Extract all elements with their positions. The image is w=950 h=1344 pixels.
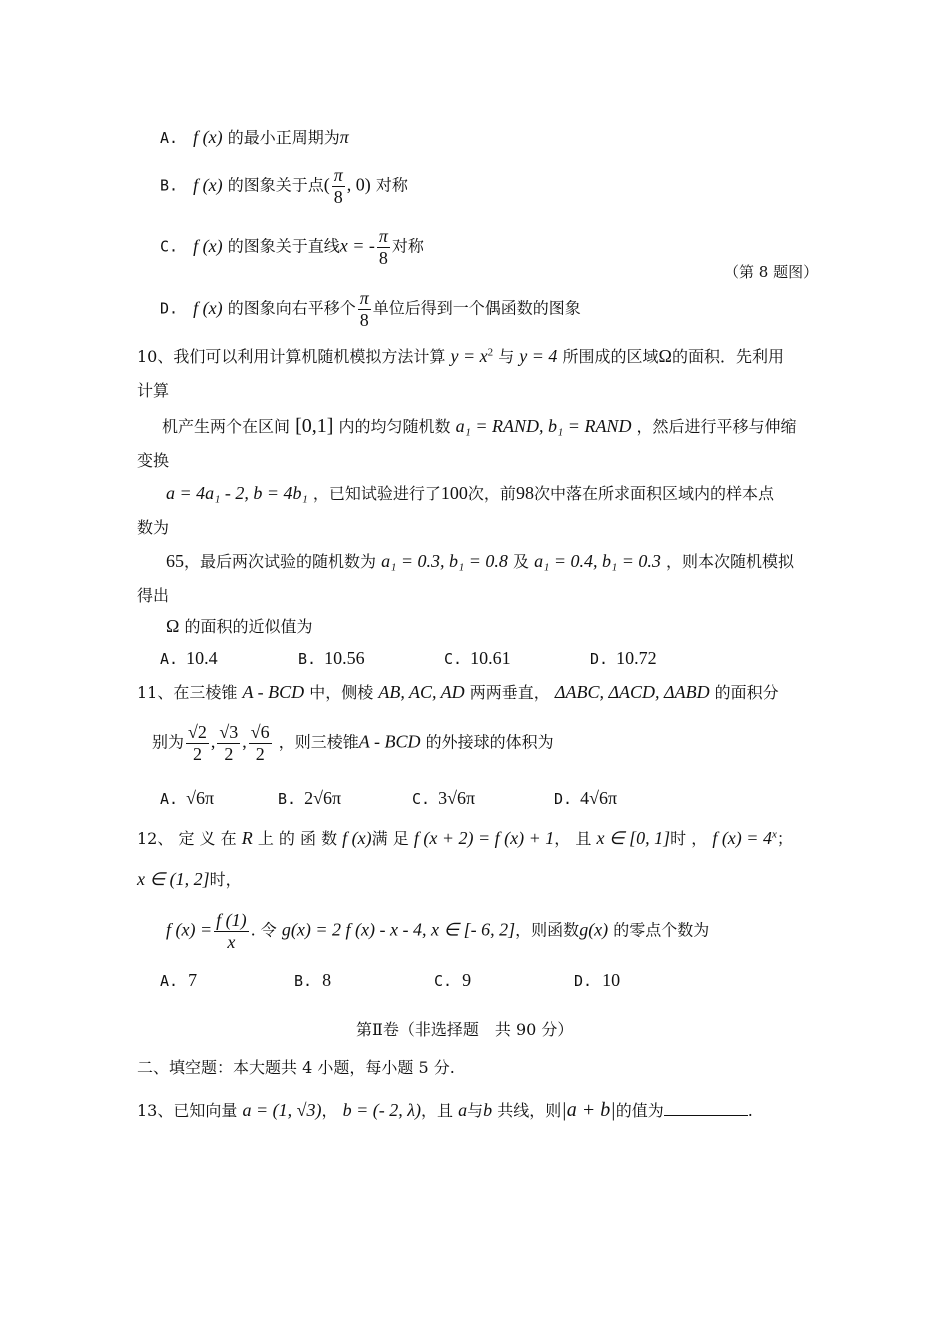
question-text: 两两垂直， [469, 683, 550, 702]
q11-line-1 [137, 682, 779, 704]
question-text: ，已知试验进行了 [312, 484, 441, 503]
q11-option-b [278, 788, 341, 810]
fraction-denominator: 8 [359, 309, 369, 330]
fraction-numerator: √2 [188, 722, 207, 742]
question-text: 别为 [152, 732, 185, 752]
superscript: x [771, 828, 777, 841]
option-label: C. [412, 790, 431, 808]
question-text: 上 的 函 数 [257, 829, 338, 848]
option-text: 的图象关于点 [227, 175, 324, 195]
math-expr: g(x) [579, 919, 609, 940]
number: 100 [440, 483, 468, 503]
q10-line-9 [166, 616, 313, 638]
question-text: 10、我们可以利用计算机随机模拟方法计算 [137, 347, 446, 366]
math-expr: A - BCD [242, 682, 305, 702]
fraction [377, 226, 390, 268]
option-value: 2√6π [304, 788, 342, 808]
question-text: ； [776, 829, 793, 848]
option-label: A. [160, 650, 179, 668]
fraction-numerator: π [359, 288, 369, 308]
question-text: ，然后进行平移与伸缩 [636, 417, 797, 436]
question-text: 中，侧棱 [309, 683, 374, 702]
option-label: C. [434, 972, 453, 990]
math-expr: [0,1] [295, 415, 334, 437]
math-expr: b [483, 1100, 493, 1120]
fraction-numerator: √3 [219, 722, 239, 742]
q11-line-2: 别为 $\frac{√2}{2}$ , $\frac{√3}{2}$ , $\frac{√6}{2}$ ，则三棱锥A - BCD 的外接球的体积为 [152, 722, 554, 764]
q12-option-d [574, 970, 620, 992]
option-value: 3√6π [438, 788, 476, 808]
question-text: 满 足 [371, 829, 409, 848]
question-text: 13、已知向量 [137, 1101, 238, 1120]
fraction [186, 722, 209, 764]
option-value: 10.72 [616, 648, 657, 668]
fraction [217, 722, 240, 764]
question-text: ，最后两次试验的随机数为 [184, 552, 377, 571]
question-text: 时， [209, 870, 242, 889]
option-label: D. [590, 650, 609, 668]
question-text: 的面积的近似值为 [184, 617, 313, 636]
q10-line-2: 计算 [137, 381, 170, 400]
q10-option-b [298, 648, 365, 670]
math-expr: a = 4a₁ - 2, b = 4b₁ [166, 483, 308, 503]
fraction-denominator: x [227, 931, 236, 952]
option-value: 10 [602, 970, 621, 990]
math-expr: a = (1, √3) [242, 1100, 322, 1120]
question-text: ， 且 [554, 829, 592, 848]
q10-option-a [160, 648, 218, 670]
q9-option-b [160, 165, 408, 207]
math-expr: ΔABC, ΔACD, ΔABD [554, 682, 710, 702]
option-label: B. [298, 650, 317, 668]
math-expr: A - BCD [358, 731, 421, 752]
figure-caption: （第 8 题图） [724, 263, 819, 281]
fraction [358, 288, 371, 330]
option-label: B. [160, 176, 179, 195]
question-text: ，且 [421, 1101, 454, 1120]
question-text: . [747, 1101, 753, 1120]
q11-option-a [160, 788, 214, 810]
math-expr: x = - [339, 235, 375, 256]
fraction [249, 722, 272, 764]
option-text: 对称 [391, 236, 424, 256]
option-label: D. [160, 299, 179, 318]
math-expr: x ∈ (1, 2] [137, 869, 210, 889]
option-value: 10.61 [470, 648, 511, 668]
math-expr: R [241, 828, 253, 848]
question-text: 与 [498, 347, 515, 366]
question-text: 次中落在所求面积区域内的样本点 [533, 484, 774, 503]
number: 98 [515, 483, 534, 503]
math-expr: AB, AC, AD [378, 682, 465, 702]
option-value: 8 [322, 970, 332, 990]
option-value: 4√6π [580, 788, 618, 808]
q12-line-3 [166, 910, 709, 952]
fraction-numerator: π [333, 165, 343, 185]
fraction-numerator: f (1) [216, 910, 247, 930]
question-text: 及 [513, 552, 530, 571]
question-text: ，则本次随机模拟 [666, 552, 795, 571]
answer-blank [664, 1114, 748, 1116]
option-label: B. [278, 790, 297, 808]
q10-line-7 [166, 551, 794, 573]
option-text: 的最小正周期为 [227, 128, 340, 147]
question-text: 内的均匀随机数 [338, 417, 451, 436]
q9-option-a [160, 127, 349, 149]
question-text: ，则三棱锥 [278, 732, 359, 752]
q11-option-d [554, 788, 617, 810]
math-expr: a₁ = 0.3, b₁ = 0.8 [381, 551, 508, 571]
question-text: 的面积．先利用 [671, 347, 784, 366]
q12-option-a [160, 970, 197, 992]
option-value: 10.56 [324, 648, 365, 668]
question-text: 的零点个数为 [613, 920, 710, 940]
option-text: 单位后得到一个偶函数的图象 [372, 298, 581, 318]
fraction [214, 910, 249, 952]
math-expr: f (x) [193, 127, 223, 147]
q12-line-2 [137, 869, 242, 891]
q10-line-5 [166, 483, 774, 505]
question-text: 的外接球的体积为 [425, 732, 554, 752]
fraction-denominator: 8 [333, 186, 343, 207]
section-heading: 二、填空题：本大题共 4 小题，每小题 5 分. [137, 1058, 455, 1077]
q12-option-c [434, 970, 471, 992]
fraction-denominator: 2 [224, 743, 234, 764]
question-text: 所围成的区域 [562, 347, 659, 366]
option-text: 对称 [375, 175, 408, 195]
option-label: B. [294, 972, 313, 990]
q10-line-3 [162, 414, 797, 438]
number: 65 [166, 551, 184, 571]
option-text: 的图象关于直线 [227, 236, 340, 256]
option-label: C. [160, 237, 179, 256]
fraction-numerator: √6 [250, 722, 270, 742]
option-label: A. [160, 129, 179, 147]
math-expr: a₁ = 0.4, b₁ = 0.3 [534, 551, 661, 571]
math-expr: Ω [658, 346, 672, 366]
math-expr: , 0) [346, 174, 371, 195]
question-text: ， [321, 1101, 338, 1120]
option-value: 9 [462, 970, 472, 990]
option-label: D. [554, 790, 573, 808]
q10-line-6: 数为 [137, 518, 170, 537]
q10-line-1 [137, 346, 784, 368]
section-title: 第Ⅱ卷（非选择题 共 90 分） [356, 1020, 574, 1039]
math-expr: f (x) = 4 [712, 828, 772, 848]
q10-option-d [590, 648, 657, 670]
question-text: 机产生两个在区间 [162, 417, 291, 436]
math-expr: y = x [450, 346, 488, 366]
option-value: √6π [186, 788, 215, 808]
q10-option-c [444, 648, 511, 670]
math-expr: f (x) [193, 174, 223, 195]
question-text: ，则函数 [515, 920, 580, 940]
question-text: 次，前 [467, 484, 516, 503]
math-expr: |a + b| [561, 1099, 616, 1121]
math-expr: a [458, 1100, 468, 1120]
question-text: 共线，则 [497, 1101, 562, 1120]
fraction-numerator: π [378, 226, 388, 246]
math-expr: f (x) = [166, 919, 213, 940]
math-expr: g(x) = 2 f (x) - x - 4, x ∈ [- 6, 2] [281, 919, 516, 940]
q13-line [137, 1098, 753, 1122]
q10-line-8: 得出 [137, 586, 170, 605]
question-text: 的值为 [615, 1101, 664, 1120]
fraction-denominator: 2 [192, 743, 202, 764]
option-label: C. [444, 650, 463, 668]
math-expr: π [339, 127, 349, 147]
question-text: 时 ， [670, 829, 708, 848]
q12-option-b [294, 970, 331, 992]
option-value: 7 [188, 970, 198, 990]
superscript: 2 [487, 346, 494, 359]
option-label: A. [160, 972, 179, 990]
q9-option-c [160, 226, 424, 268]
option-label: A. [160, 790, 179, 808]
math-expr: f (x) [342, 828, 372, 848]
math-expr: Ω [166, 616, 180, 636]
question-text: . 令 [250, 920, 277, 940]
fraction-denominator: 8 [378, 247, 388, 268]
math-expr: y = 4 [519, 346, 558, 366]
math-expr: b = (- 2, λ) [342, 1100, 422, 1120]
q12-line-1 [137, 828, 793, 850]
question-text: 的面积分 [714, 683, 779, 702]
math-expr: f (x) [193, 297, 223, 318]
math-expr: a₁ = RAND, b₁ = RAND [455, 416, 632, 436]
option-value: 10.4 [186, 648, 218, 668]
option-label: D. [574, 972, 593, 990]
math-expr: ( [323, 174, 330, 195]
fraction-denominator: 2 [255, 743, 265, 764]
fraction [332, 165, 345, 207]
q10-line-4: 变换 [137, 451, 170, 470]
math-expr: f (x + 2) = f (x) + 1 [413, 828, 555, 848]
math-expr: x ∈ [0, 1] [596, 828, 671, 848]
q11-option-c [412, 788, 475, 810]
q9-option-d [160, 288, 581, 330]
question-text: 12、 定 义 在 [137, 829, 237, 848]
question-text: 与 [467, 1101, 484, 1120]
option-text: 的图象向右平移个 [227, 298, 356, 318]
question-text: 11、在三棱锥 [137, 683, 238, 702]
math-expr: f (x) [193, 235, 223, 256]
